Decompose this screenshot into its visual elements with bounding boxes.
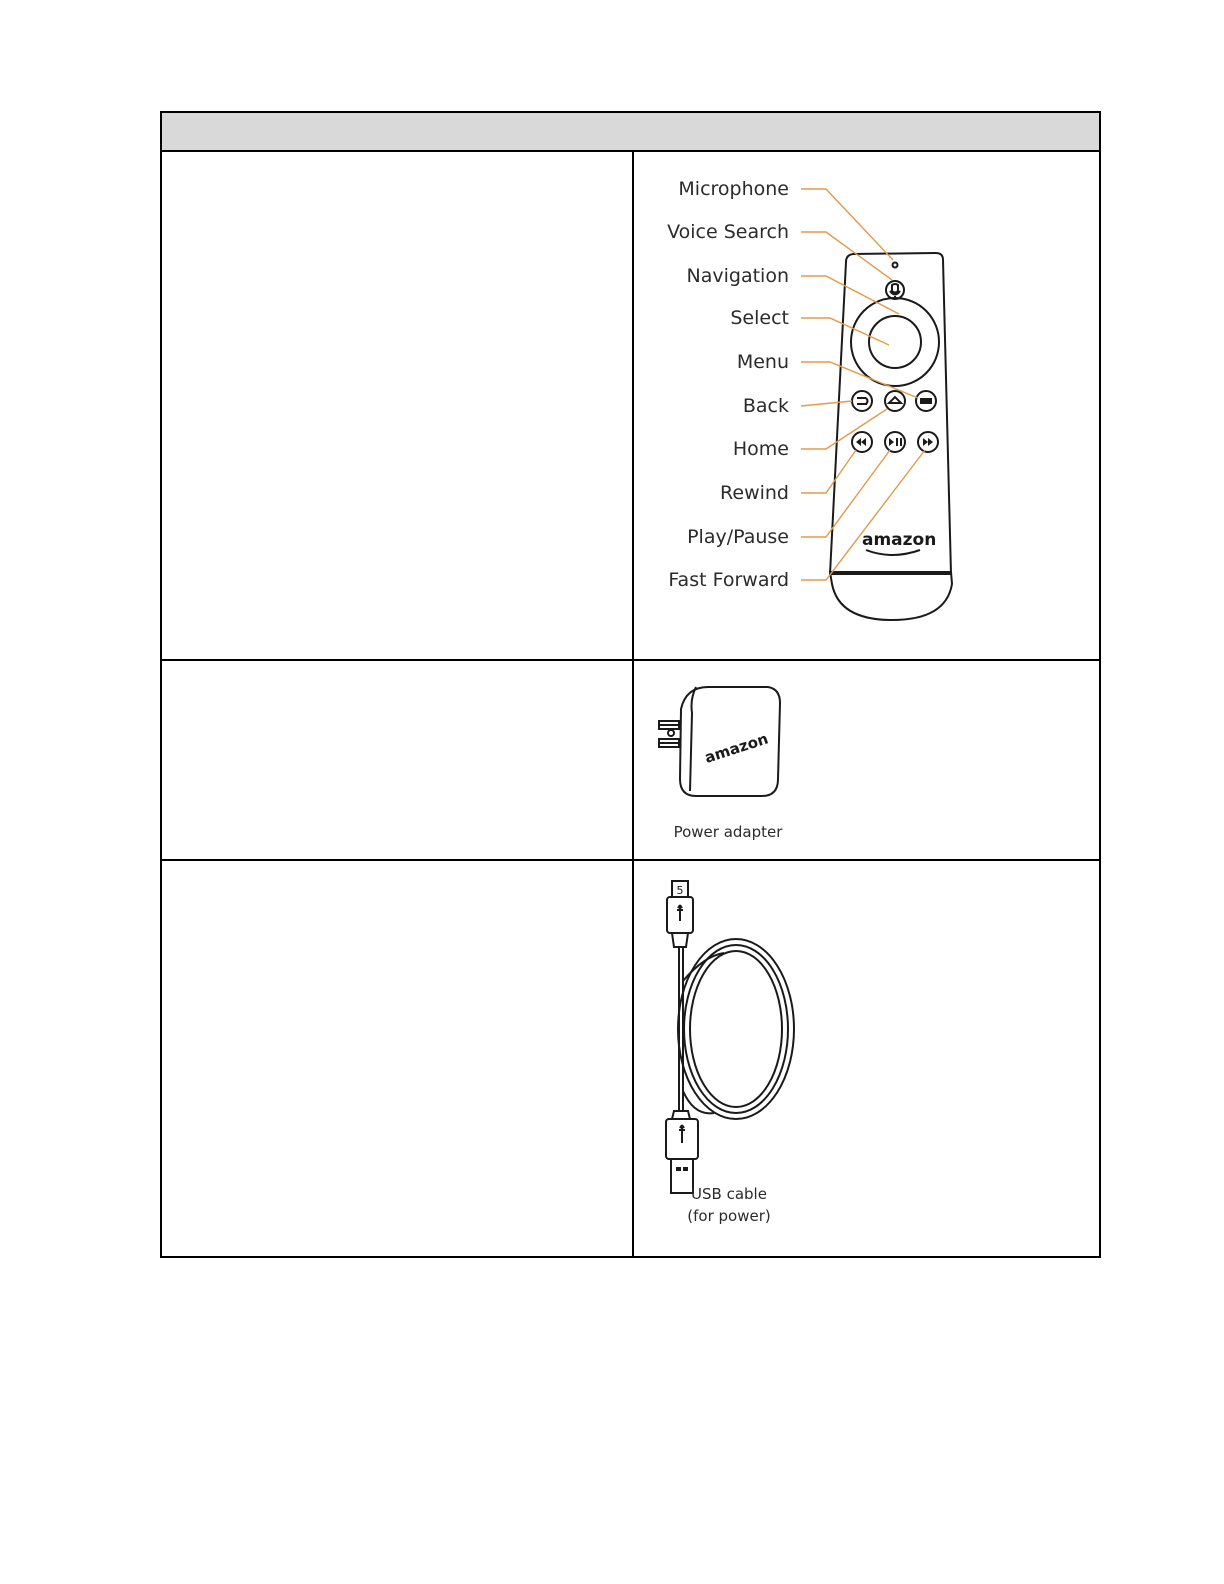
- leader-microphone: [801, 189, 893, 260]
- leader-home: [801, 409, 887, 449]
- power-adapter-cell: [632, 661, 1099, 859]
- label-home: Home: [732, 438, 789, 460]
- leader-voice-search: [801, 232, 892, 280]
- adapter-amazon-logo: amazon: [702, 729, 771, 767]
- table-row-usb-cable: [162, 861, 1099, 1256]
- remote-description-cell: [162, 152, 630, 659]
- usb-cable-icon: [666, 881, 794, 1193]
- remote-diagram-cell: [632, 152, 1099, 659]
- remote-icon: [830, 253, 952, 620]
- table-row-remote: [162, 152, 1099, 661]
- remote-amazon-logo: amazon: [862, 530, 937, 550]
- leader-back: [801, 401, 852, 406]
- select-button-icon: [869, 316, 921, 368]
- label-microphone: Microphone: [678, 178, 789, 200]
- home-button-icon: [885, 391, 905, 411]
- power-adapter-diagram: [634, 661, 1101, 859]
- usb-cable-caption-line1: USB cable: [691, 1185, 767, 1203]
- label-menu: Menu: [736, 351, 789, 373]
- svg-text:5: 5: [676, 884, 684, 897]
- label-back: Back: [742, 395, 789, 417]
- table-header-row: [162, 113, 1099, 152]
- label-play-pause: Play/Pause: [687, 526, 789, 548]
- back-button-icon: [852, 391, 872, 411]
- power-adapter-icon: [659, 687, 780, 796]
- label-select: Select: [730, 307, 789, 329]
- remote-diagram: [634, 152, 1101, 659]
- usb-cable-cell: [632, 861, 1099, 1256]
- usb-cable-description-cell: [162, 861, 630, 1256]
- label-navigation: Navigation: [686, 265, 789, 287]
- table-row-power-adapter: [162, 661, 1099, 861]
- power-adapter-caption: Power adapter: [673, 823, 783, 841]
- leader-fast-forward: [801, 450, 925, 580]
- label-rewind: Rewind: [720, 482, 789, 504]
- leader-select: [801, 318, 889, 345]
- label-voice-search: Voice Search: [667, 221, 789, 243]
- leader-rewind: [801, 450, 856, 493]
- usb-cable-diagram: [634, 861, 1101, 1256]
- microphone-icon: [893, 263, 898, 268]
- power-adapter-description-cell: [162, 661, 630, 859]
- usb-cable-caption-line2: (for power): [687, 1207, 771, 1225]
- leader-navigation: [801, 276, 899, 314]
- label-fast-forward: Fast Forward: [668, 569, 789, 591]
- contents-table: [160, 111, 1101, 1258]
